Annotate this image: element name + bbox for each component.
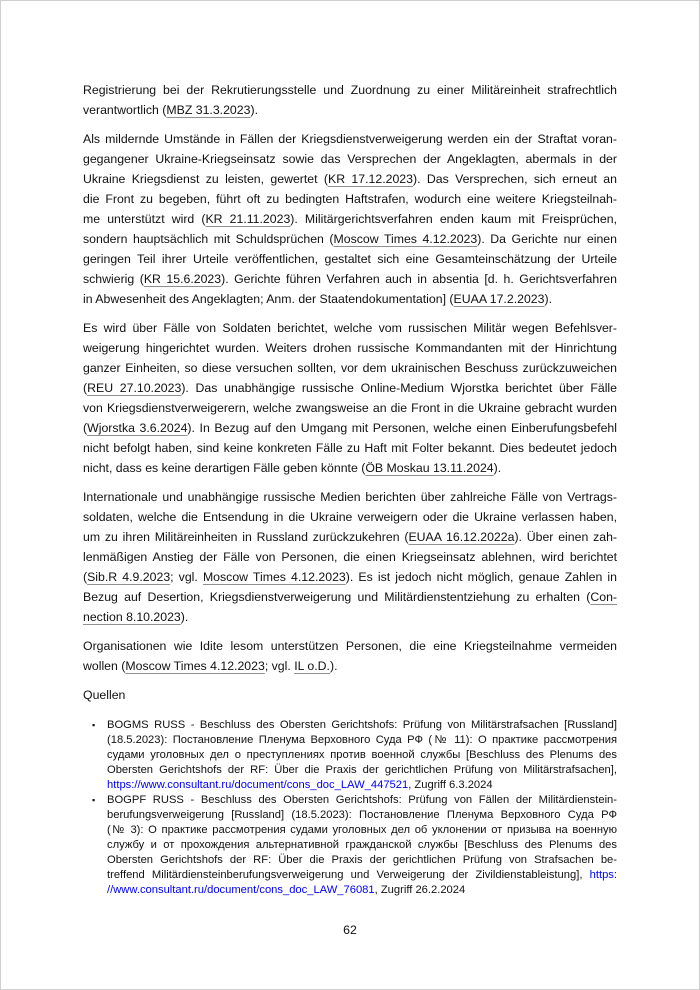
paragraph [83, 129, 617, 309]
text-segment: ganzer Einheiten, so diese versuchen sollten, vor dem ukrainischen Beschuss zurückzuweichen [83, 361, 617, 375]
text-segment: ). Militärgerichtsverfahren enden kaum mit Freisprüchen, [290, 212, 617, 226]
text-segment: von Kriegsdienstverweigerern, welche zwangsweise an die Front in die Ukraine gebracht wurden [83, 401, 617, 415]
text-line [83, 656, 617, 676]
text-line [83, 607, 617, 627]
paragraph [83, 636, 617, 676]
text-line [107, 733, 617, 748]
citation-link[interactable]: IL o.D. [294, 659, 330, 673]
text-segment: ( [83, 381, 88, 395]
text-line [107, 718, 617, 733]
text-segment: ; vgl. [264, 659, 295, 673]
text-line [83, 338, 617, 358]
citation-link[interactable]: Con- [590, 590, 617, 604]
text-segment: ). In Bezug auf den Umgang mit Personen, welche einen Einberufungsbefehl [187, 421, 617, 435]
paragraph [83, 318, 617, 478]
text-segment: lenmäßigen Anstieg der Fälle von Personen, die einen Kriegseinsatz ablehnen, wird berichtet [83, 550, 617, 564]
text-line [83, 458, 617, 478]
citation-link[interactable]: Wjorstka 3.6.2024 [87, 421, 188, 435]
text-line [83, 636, 617, 656]
source-item [83, 718, 617, 793]
paragraph [83, 80, 617, 120]
text-line [83, 149, 617, 169]
bullet-icon: ▪ [92, 720, 96, 730]
text-line [83, 527, 617, 547]
citation-link[interactable]: EUAA 17.2.2023 [453, 292, 545, 306]
text-column [83, 80, 617, 898]
text-segment: treffend Militärdiensteinberufungsverweigerung und Verweigerung der Zivildienstableistung], [107, 869, 590, 881]
text-segment: ; vgl. [170, 570, 203, 584]
text-line [107, 883, 617, 898]
url-link[interactable]: //www.consultant.ru/document/cons_doc_LAW_76081 [107, 884, 375, 896]
citation-link[interactable]: MBZ 31.3.2023 [166, 103, 251, 117]
text-segment: Internationale und unabhängige russische Medien berichten über zahlreiche Fälle von Vertrags- [83, 490, 617, 504]
text-segment: ). Gerichte führen Verfahren auch in absentia [d. h. Gerichtsverfahren [221, 272, 617, 286]
text-segment: me unterstützt wird ( [83, 212, 206, 226]
text-segment: nicht, dass es keine derartigen Fälle geben könnte ( [83, 461, 366, 475]
text-segment: BOGMS RUSS - Beschluss des Obersten Gerichtshofs: Prüfung von Militärstrafsachen [Russland] [107, 719, 617, 731]
text-segment: ). Da Gerichte nur einen [477, 232, 617, 246]
text-segment: ). [180, 610, 189, 624]
text-segment: sondern hauptsächlich mit Schuldsprüchen ( [83, 232, 334, 246]
text-segment: weigerung hingerichtet wurden. Weiters drohen russische Kommandanten mit der Hinrichtung [83, 341, 617, 355]
text-segment: ). [493, 461, 502, 475]
text-line [83, 507, 617, 527]
text-line [83, 80, 617, 100]
text-segment: Als mildernde Umstände in Fällen der Kriegsdienstverweigerung werden ein der Straftat voran- [83, 132, 617, 146]
text-segment: in Abwesenheit des Angeklagten; Anm. der Staatendokumentation] ( [83, 292, 454, 306]
body-paragraphs [83, 80, 617, 676]
citation-link[interactable]: KR 15.6.2023 [143, 272, 222, 286]
text-segment: Obersten Gerichtshofs der RF: Über die Praxis der gerichtlichen Prüfung von Strafsachen be- [107, 854, 617, 866]
text-segment: nicht befolgt haben, sind keine konkreten Fälle zu Haft mit Folter bekannt. Dies bedeutet jedoch [83, 441, 617, 455]
citation-link[interactable]: EUAA 16.12.2022a [408, 530, 515, 544]
text-segment: Registrierung bei der Rekrutierungsstelle und Zuordnung zu einer Militäreinheit strafrechtlich [83, 83, 617, 97]
text-segment: ). Über einen zah- [514, 530, 617, 544]
text-line [107, 838, 617, 853]
text-segment: Es wird über Fälle von Soldaten berichtet, welche vom russischen Militär wegen Befehlsver- [83, 321, 617, 335]
text-segment: Bezug auf Desertion, Kriegsdienstverweigerung und Militärdienstentziehung zu erhalten ( [83, 590, 591, 604]
citation-link[interactable]: KR 17.12.2023 [328, 172, 413, 186]
citation-link[interactable]: REU 27.10.2023 [87, 381, 182, 395]
text-segment: Organisationen wie Idite lesom unterstützen Personen, die eine Kriegsteilnahme vermeiden [83, 639, 617, 653]
text-segment: службу и от прохождения альтернативной гражданской службы [Beschluss des Plenums des [107, 839, 617, 851]
text-segment: wollen ( [83, 659, 126, 673]
text-segment: ). [250, 103, 258, 117]
text-segment: die Front zu begeben, führt oft zu bedingten Haftstrafen, wodurch eine weitere Kriegsteilnah- [83, 192, 617, 206]
text-segment: geringen Teil ihrer Urteile veröffentlichen, gestaltet sich eine Gesamteinschätzung der Urteile [83, 252, 617, 266]
text-segment: BOGPF RUSS - Beschluss des Obersten Gerichtshofs: Prüfung von Fällen der Militärdienstein- [107, 794, 617, 806]
text-segment: ). [544, 292, 552, 306]
text-line [83, 587, 617, 607]
text-segment: Ukraine Kriegsdienst zu leisten, gewertet ( [83, 172, 328, 186]
text-segment: (№ 3): О практике рассмотрения судами уголовных дел об уклонении от призыва на военную [107, 824, 617, 836]
text-segment: berufungsverweigerung [Russland] (18.5.2023): Постановление Пленума Верховного Суда РФ [107, 809, 617, 821]
text-segment: ). Es ist jedoch nicht möglich, genaue Zahlen in [345, 570, 617, 584]
text-segment: verantwortlich ( [83, 103, 167, 117]
text-segment: ). Das unabhängige russische Online-Medium Wjorstka berichtet über Fälle [181, 381, 617, 395]
citation-link[interactable]: Moscow Times 4.12.2023 [333, 232, 478, 246]
text-segment: судами уголовных дел о преступлениях против военной службы [Beschluss des Plenums des [107, 749, 617, 761]
citation-link[interactable]: ÖB Moskau 13.11.2024 [365, 461, 494, 475]
text-segment: (18.5.2023): Постановление Пленума Верховного Суда РФ (№ 11): О практике рассмотрения [107, 734, 617, 746]
text-line [107, 778, 617, 793]
text-line [83, 378, 617, 398]
text-line [83, 438, 617, 458]
text-line [107, 808, 617, 823]
text-segment: ( [83, 421, 88, 435]
text-line [83, 567, 617, 587]
text-segment: ). [329, 659, 338, 673]
text-line [83, 249, 617, 269]
sources-list [83, 718, 617, 898]
text-line [83, 358, 617, 378]
text-line [83, 318, 617, 338]
text-line [83, 189, 617, 209]
text-line [83, 229, 617, 249]
citation-link[interactable]: Sib.R 4.9.2023 [87, 570, 171, 584]
text-line [107, 868, 617, 883]
text-line [107, 763, 617, 778]
text-segment: soldaten, welche die Entsendung in die Ukraine verweigern oder die Ukraine verlassen haben, [83, 510, 617, 524]
text-segment: ). Das Versprechen, sich erneut an [412, 172, 617, 186]
text-segment: Obersten Gerichtshofs der RF: Über die Praxis der gerichtlichen Prüfung von Militärstrafsachen], [107, 764, 617, 776]
paragraph [83, 487, 617, 627]
text-line [83, 209, 617, 229]
text-segment: ( [83, 570, 88, 584]
text-line [107, 823, 617, 838]
citation-link[interactable]: Moscow Times 4.12.2023 [202, 570, 346, 584]
text-segment: , Zugriff 26.2.2024 [374, 884, 466, 896]
text-line [83, 487, 617, 507]
citation-link[interactable]: nection 8.10.2023 [83, 610, 181, 624]
page-number: 62 [343, 923, 357, 937]
sources-heading: Quellen [83, 688, 126, 702]
citation-link[interactable]: Moscow Times 4.12.2023 [125, 659, 265, 673]
text-line [83, 398, 617, 418]
text-line [83, 169, 617, 189]
source-item [83, 793, 617, 898]
url-link[interactable]: https://www.consultant.ru/document/cons_doc_LAW_447521 [107, 779, 409, 791]
text-line [83, 129, 617, 149]
text-line [83, 269, 617, 289]
citation-link[interactable]: KR 21.11.2023 [205, 212, 291, 226]
text-segment: gegangener Ukraine-Kriegseinsatz sowie das Versprechen der Angeklagten, abermals in der [83, 152, 617, 166]
text-segment: schwierig ( [83, 272, 144, 286]
text-line [83, 289, 617, 309]
text-line [83, 418, 617, 438]
url-link[interactable]: https: [589, 869, 617, 881]
text-line [83, 547, 617, 567]
text-line [107, 853, 617, 868]
text-segment: um zu ihren Militäreinheiten in Russland zurückzukehren ( [83, 530, 409, 544]
text-segment: , Zugriff 6.3.2024 [408, 779, 493, 791]
text-line [107, 793, 617, 808]
text-line [107, 748, 617, 763]
bullet-icon: ▪ [92, 795, 96, 805]
text-line [83, 100, 617, 120]
